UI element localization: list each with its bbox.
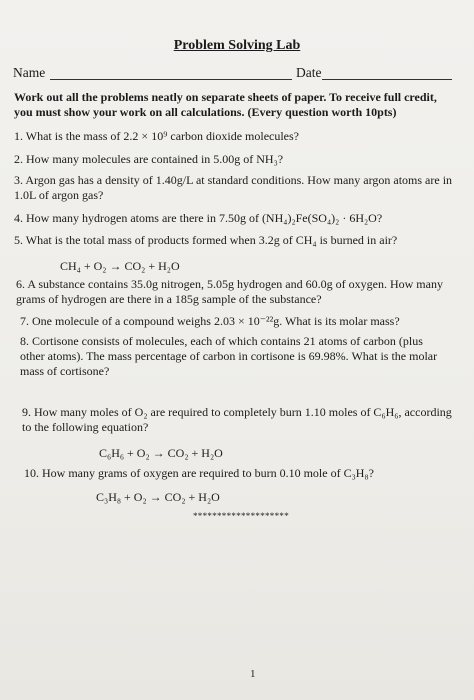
name-label: Name [13, 65, 46, 80]
question-10: 10. How many grams of oxygen are required to burn 0.10 mole of C₃H₈? [24, 466, 374, 480]
equation-q10: C₃H₈ + O₂ → CO₂ + H₂O [96, 490, 220, 504]
question-5: 5. What is the total mass of products formed when 3.2g of CH₄ is burned in air? [14, 233, 398, 247]
equation-q5: CH₄ + O₂ → CO₂ + H₂O [60, 259, 180, 273]
page-title: Problem Solving Lab [173, 38, 301, 53]
question-1: 1. What is the mass of 2.2 × 10⁹ carbon dioxide molecules? [14, 129, 299, 143]
name-blank-line [50, 79, 292, 80]
question-3: 3. Argon gas has a density of 1.40g/L at standard conditions. How many argon atoms are in 1.0L of argon gas? [14, 173, 453, 202]
date-label: Date [296, 65, 322, 80]
question-4: 4. How many hydrogen atoms are there in 7.50g of (NH₄)₂Fe(SO₄)₂ · 6H₂O? [14, 211, 383, 225]
separator-stars: ******************** [193, 511, 289, 521]
question-9: 9. How many moles of O₂ are required to completely burn 1.10 moles of C₆H₆, according to the following equation? [22, 405, 452, 434]
date-blank-line [322, 79, 452, 80]
question-7: 7. One molecule of a compound weighs 2.03 × 10⁻²²g. What is its molar mass? [20, 314, 400, 328]
page-number: 1 [250, 668, 256, 680]
question-2: 2. How many molecules are contained in 5.00g of NH₃? [14, 152, 284, 166]
equation-q9: C₆H₆ + O₂ → CO₂ + H₂O [99, 446, 223, 460]
instructions: Work out all the problems neatly on separate sheets of paper. To receive full credit, you must show your work on all calculations. (Every question worth 10pts) [14, 90, 437, 119]
question-6: 6. A substance contains 35.0g nitrogen, 5.05g hydrogen and 60.0g of oxygen. How many grams of hydrogen are there in a 185g sample of the substance? [16, 277, 443, 306]
question-8: 8. Cortisone consists of molecules, each of which contains 21 atoms of carbon (plus other atoms). The mass percentage of carbon in cortisone is 69.98%. What is the molar mass of cortisone? [20, 334, 438, 378]
